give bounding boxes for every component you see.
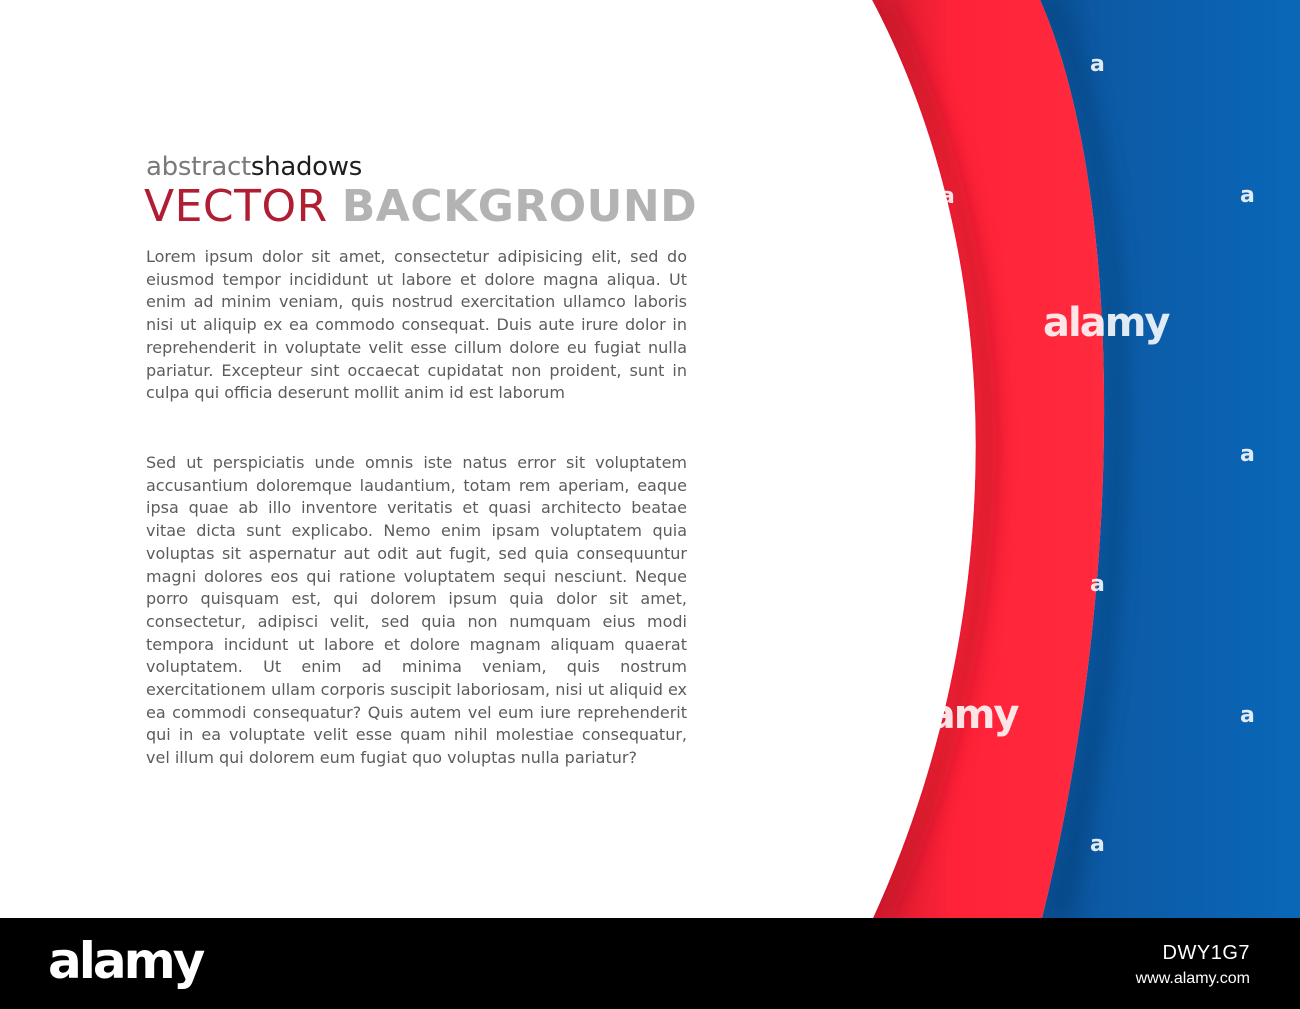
watermark-letter: a <box>1090 52 1105 77</box>
body-paragraph-2: Sed ut perspiciatis unde omnis iste natus error sit voluptatem accusantium doloremque laudantium, totam rem aperiam, eaque ipsa quae ab illo inventore veritatis et quasi architecto beatae vitae dicta sunt explicabo. Nemo enim ipsam voluptatem quia voluptas sit aspernatur aut odit aut fugit, sed quia consequuntur magni dolores eos qui ratione voluptatem sequi nesciunt. Neque porro quisquam est, qui dolorem ipsum quia dolor sit amet, consectetur, adipisci velit, sed quia non numquam eius modi tempora incidunt ut labore et dolore magnam aliquam quaerat voluptatem. Ut enim ad minima veniam, quis nostrum exercitationem ullam corporis suscipit laboriosam, nisi ut aliquid ex ea commodi consequatur? Quis autem vel eum iure reprehenderit qui in ea voluptate velit esse quam nihil molestiae consequatur, vel illum qui dolorem eum fugiat quo voluptas nulla pariatur? <box>146 453 687 768</box>
watermark-word: alamy <box>892 692 1018 738</box>
footer-bar <box>0 918 1300 1009</box>
alamy-logo: alamy <box>48 932 203 990</box>
body-paragraph-1: Lorem ipsum dolor sit amet, consectetur adipisicing elit, sed do eiusmod tempor incididunt ut labore et dolore magna aliqua. Ut enim ad minim veniam, quis nostrud exercitation ullamco laboris nisi ut aliquip ex ea commodo consequat. Duis aute irure dolor in reprehenderit in voluptate velit esse cillum dolore eu fugiat nulla pariatur. Excepteur sint occaecat cupidatat non proident, sunt in culpa qui officia deserunt mollit anim id est laborum <box>146 247 687 403</box>
watermark-letter: a <box>940 184 955 209</box>
watermark-letter: a <box>1240 442 1255 467</box>
subtitle <box>146 150 362 184</box>
watermark-word: alamy <box>1043 300 1169 346</box>
subtitle-shadows: shadows <box>250 152 362 182</box>
site-url: www.alamy.com <box>1135 970 1250 987</box>
title-vector: VECTOR <box>144 181 328 232</box>
watermark-letter: a <box>1090 572 1105 597</box>
watermark-letter: a <box>1240 183 1255 208</box>
subtitle-abstract: abstract <box>146 152 251 182</box>
watermark-letter: a <box>940 444 955 469</box>
title <box>144 180 697 234</box>
watermark-letter: a <box>1090 832 1105 857</box>
title-background: BACKGROUND <box>341 181 698 232</box>
watermark-letter: a <box>1240 703 1255 728</box>
image-id: DWY1G7 <box>1162 942 1250 964</box>
